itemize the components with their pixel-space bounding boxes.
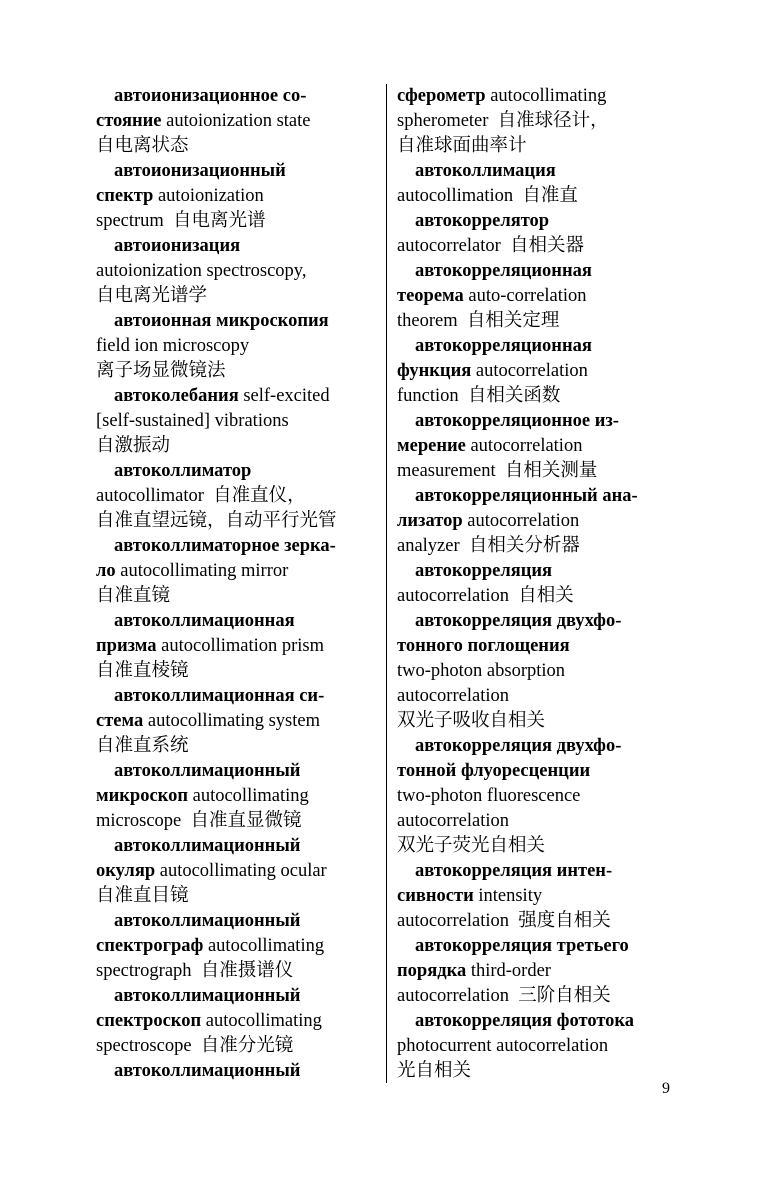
headword: автоколебания xyxy=(114,386,239,406)
page-number: 9 xyxy=(662,1080,670,1097)
translation-text: autocollimation 自准直 xyxy=(397,186,578,206)
translation-text: autocollimating system xyxy=(143,711,321,731)
entry-line xyxy=(397,409,682,434)
headword: автоионизационное со- xyxy=(114,86,307,106)
entry-line xyxy=(96,534,378,559)
translation-text: autocorrelation xyxy=(397,811,509,831)
translation-text: theorem 自相关定理 xyxy=(397,311,560,331)
headword: автоионизационный xyxy=(114,161,286,181)
right-column xyxy=(397,84,682,1084)
entry-line xyxy=(96,784,378,809)
entry-line xyxy=(96,834,378,859)
headword: автоколлимационный xyxy=(114,986,301,1006)
translation-text: autocollimating ocular xyxy=(155,861,327,881)
headword: функция xyxy=(397,361,472,381)
translation-text: [self-sustained] vibrations xyxy=(96,411,289,431)
translation-text: autocorrelation xyxy=(465,436,583,456)
translation-text: 双光子吸收自相关 xyxy=(397,711,546,731)
entry-line xyxy=(397,659,682,684)
entry-line xyxy=(397,884,682,909)
headword: окуляр xyxy=(96,861,156,881)
headword: призма xyxy=(96,636,157,656)
translation-text: autocollimating mirror xyxy=(115,561,289,581)
translation-text: two-photon fluorescence xyxy=(397,786,581,806)
entry-line xyxy=(397,1034,682,1059)
headword: автокорреляция двухфо- xyxy=(415,736,622,756)
entry-line xyxy=(397,1009,682,1034)
translation-text: 自电离状态 xyxy=(96,136,189,156)
entry-line xyxy=(397,309,682,334)
headword: тонной флуоресценции xyxy=(397,761,591,781)
entry-line xyxy=(96,209,378,234)
translation-text: function 自相关函数 xyxy=(397,386,561,406)
entry-line xyxy=(397,909,682,934)
headword: автоколлиматорное зерка- xyxy=(114,536,336,556)
headword: автоколлимационный xyxy=(114,836,301,856)
headword: ло xyxy=(96,561,116,581)
entry-line xyxy=(397,634,682,659)
entry-line xyxy=(96,159,378,184)
entry-line xyxy=(397,284,682,309)
translation-text: 自准直望远镜，自动平行光管 xyxy=(96,511,337,531)
translation-text: autocollimating xyxy=(203,936,325,956)
entry-line xyxy=(96,584,378,609)
entry-line xyxy=(397,209,682,234)
entry-line xyxy=(96,259,378,284)
entry-line xyxy=(96,909,378,934)
headword: автоколлимационная xyxy=(114,611,295,631)
translation-text: 自准球面曲率计 xyxy=(397,136,527,156)
entry-line xyxy=(397,434,682,459)
translation-text: photocurrent autocorrelation xyxy=(397,1036,609,1056)
left-column xyxy=(96,84,378,1084)
translation-text: 双光子荧光自相关 xyxy=(397,836,546,856)
headword: автокорреляция двухфо- xyxy=(415,611,622,631)
translation-text: autocorrelation xyxy=(471,361,588,381)
translation-text: 自电离光谱学 xyxy=(96,286,208,306)
entry-line xyxy=(397,559,682,584)
entry-line xyxy=(96,734,378,759)
entry-line xyxy=(397,484,682,509)
entry-line xyxy=(96,334,378,359)
translation-text: 自激振动 xyxy=(96,436,171,456)
entry-line xyxy=(96,809,378,834)
headword: автоколлимационная си- xyxy=(114,686,325,706)
entry-line xyxy=(96,409,378,434)
translation-text: 自准直棱镜 xyxy=(96,661,189,681)
translation-text: autocorrelation 强度自相关 xyxy=(397,911,611,931)
translation-text: autocollimating xyxy=(188,786,309,806)
translation-text: autocorrelation 自相关 xyxy=(397,586,574,606)
entry-line xyxy=(397,809,682,834)
entry-line xyxy=(397,759,682,784)
entry-line xyxy=(397,509,682,534)
headword: лизатор xyxy=(397,511,463,531)
headword: автокорреляционный ана- xyxy=(415,486,638,506)
headword: автоколлимационный xyxy=(114,911,301,931)
translation-text: 自准直镜 xyxy=(96,586,171,606)
headword: сивности xyxy=(397,886,474,906)
headword: автокорреляция фототока xyxy=(415,1011,635,1031)
entry-line xyxy=(96,134,378,159)
headword: сферометр xyxy=(397,86,486,106)
headword: автокорреляционная xyxy=(415,336,592,356)
headword: автоколлимационный xyxy=(114,761,301,781)
entry-line xyxy=(96,759,378,784)
translation-text: autoionization xyxy=(153,186,264,206)
entry-line xyxy=(397,259,682,284)
headword: спектрограф xyxy=(96,936,204,956)
translation-text: 自准直系统 xyxy=(96,736,189,756)
entry-line xyxy=(397,334,682,359)
entry-line xyxy=(96,1059,378,1084)
entry-line xyxy=(397,459,682,484)
headword: автоионная микроскопия xyxy=(114,311,329,331)
headword: автоионизация xyxy=(114,236,241,256)
entry-line xyxy=(96,859,378,884)
entry-line xyxy=(96,959,378,984)
translation-text: spectrograph 自准摄谱仪 xyxy=(96,961,294,981)
translation-text: autoionization state xyxy=(161,111,311,131)
headword: автоколлимационный xyxy=(114,1061,301,1081)
translation-text: autocollimating xyxy=(485,86,607,106)
entry-line xyxy=(96,1009,378,1034)
entry-line xyxy=(96,484,378,509)
translation-text: spectroscope 自准分光镜 xyxy=(96,1036,294,1056)
entry-line xyxy=(96,359,378,384)
translation-text: self-excited xyxy=(238,386,330,406)
translation-text: autocorrelation xyxy=(397,686,509,706)
entry-line xyxy=(96,309,378,334)
entry-line xyxy=(96,634,378,659)
entry-line xyxy=(397,609,682,634)
entry-line xyxy=(96,184,378,209)
entry-line xyxy=(96,84,378,109)
entry-line xyxy=(96,659,378,684)
translation-text: spherometer 自准球径计， xyxy=(397,111,609,131)
translation-text: autocorrelation 三阶自相关 xyxy=(397,986,611,1006)
translation-text: autoionization spectroscopy, xyxy=(96,261,307,281)
entry-line xyxy=(96,934,378,959)
entry-line xyxy=(397,784,682,809)
headword: автокоррелятор xyxy=(415,211,550,231)
translation-text: analyzer 自相关分析器 xyxy=(397,536,580,556)
entry-line xyxy=(96,559,378,584)
entry-line xyxy=(397,709,682,734)
entry-line xyxy=(96,984,378,1009)
translation-text: two-photon absorption xyxy=(397,661,566,681)
translation-text: 光自相关 xyxy=(397,1061,472,1081)
headword: автоколлимация xyxy=(415,161,556,181)
entry-line xyxy=(96,1034,378,1059)
translation-text: spectrum 自电离光谱 xyxy=(96,211,266,231)
entry-line xyxy=(96,684,378,709)
entry-line xyxy=(96,609,378,634)
entry-line xyxy=(96,284,378,309)
translation-text: field ion microscopy xyxy=(96,336,250,356)
entry-line xyxy=(96,709,378,734)
entry-line xyxy=(397,159,682,184)
translation-text: autocollimator 自准直仪， xyxy=(96,486,306,506)
translation-text: measurement 自相关测量 xyxy=(397,461,598,481)
translation-text: 离子场显微镜法 xyxy=(96,361,226,381)
headword: автокорреляционное из- xyxy=(415,411,619,431)
entry-line xyxy=(397,734,682,759)
entry-line xyxy=(96,434,378,459)
entry-line xyxy=(397,234,682,259)
entry-line xyxy=(397,934,682,959)
headword: спектр xyxy=(96,186,154,206)
headword: стема xyxy=(96,711,144,731)
translation-text: autocollimating xyxy=(201,1011,322,1031)
headword: стояние xyxy=(96,111,162,131)
entry-line xyxy=(397,359,682,384)
entry-line xyxy=(397,184,682,209)
headword: порядка xyxy=(397,961,467,981)
entry-line xyxy=(397,584,682,609)
entry-line xyxy=(397,534,682,559)
headword: автоколлиматор xyxy=(114,461,252,481)
translation-text: autocollimation prism xyxy=(156,636,325,656)
entry-line xyxy=(397,384,682,409)
column-divider xyxy=(386,84,387,1083)
entry-line xyxy=(96,234,378,259)
entry-line xyxy=(96,509,378,534)
headword: автокорреляция третьего xyxy=(415,936,629,956)
entry-line xyxy=(96,884,378,909)
entry-line xyxy=(397,134,682,159)
entry-line xyxy=(397,1059,682,1084)
translation-text: 自准直目镜 xyxy=(96,886,189,906)
headword: мерение xyxy=(397,436,466,456)
headword: теорема xyxy=(397,286,464,306)
headword: автокорреляция интен- xyxy=(415,861,613,881)
translation-text: autocorrelator 自相关器 xyxy=(397,236,584,256)
entry-line xyxy=(397,859,682,884)
entry-line xyxy=(96,109,378,134)
translation-text: intensity xyxy=(473,886,543,906)
translation-text: auto-correlation xyxy=(463,286,587,306)
entry-line xyxy=(397,684,682,709)
entry-line xyxy=(397,959,682,984)
headword: спектроскоп xyxy=(96,1011,202,1031)
entry-line xyxy=(397,984,682,1009)
translation-text: autocorrelation xyxy=(462,511,580,531)
entry-line xyxy=(96,384,378,409)
entry-line xyxy=(96,459,378,484)
headword: микроскоп xyxy=(96,786,188,806)
translation-text: microscope 自准直显微镜 xyxy=(96,811,302,831)
entry-line xyxy=(397,834,682,859)
translation-text: third-order xyxy=(466,961,551,981)
headword: автокорреляция xyxy=(415,561,553,581)
headword: тонного поглощения xyxy=(397,636,570,656)
entry-line xyxy=(397,109,682,134)
entry-line xyxy=(397,84,682,109)
headword: автокорреляционная xyxy=(415,261,592,281)
